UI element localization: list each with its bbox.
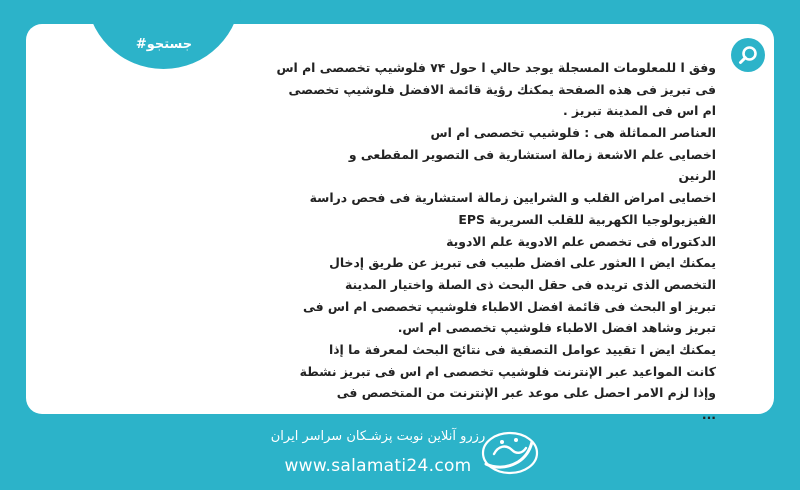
search-icon	[737, 44, 759, 66]
text-line: تبریز وشاهد افضل الاطباء فلوشيپ تخصصی ام اس.	[397, 320, 716, 336]
text-line: يمكنك ايض ا تقييد عوامل التصفية فی نتائج البحث لمعرفة ما إذا	[328, 341, 716, 357]
footer-url-link[interactable]: www.salamati24.com	[284, 456, 472, 476]
text-line: العناصر المماثلة هی : فلوشيپ تخصصی ام اس	[430, 125, 716, 141]
text-line: الفيزيولوجيا الكهربية للقلب السريرية EPS	[458, 211, 716, 227]
text-line: التخصص الذی تريده فی حقل البحث ذی الصلة واختيار المدينة	[344, 276, 716, 292]
text-line: الرنين	[678, 168, 716, 184]
text-line: تبریز او البحث فی قائمة افضل الاطباء فلوشيپ تخصصی ام اس فی	[302, 298, 716, 314]
content-card	[26, 24, 774, 422]
text-line: يمكنك ايض ا العثور علی افضل طبيب فی تبریز عن طريق إدخال	[329, 255, 716, 271]
text-line: فی تبریز فی هذه الصفحة يمكنك رؤية قائمة الافضل فلوشيپ تخصصی	[288, 81, 716, 97]
text-line: اخصایی امراض القلب و الشرايين زمالة استشارية فی فحص دراسة	[309, 190, 716, 206]
search-button[interactable]	[731, 38, 765, 72]
description-text	[276, 57, 716, 422]
text-line: اخصایی علم الاشعة زمالة استشارية فی التصوير المقطعی و	[348, 146, 716, 162]
text-line: ام اس فی المدينة تبریز .	[563, 103, 716, 119]
text-line: ...	[701, 407, 716, 422]
tag-bubble	[86, 0, 241, 69]
footer-tagline: رزرو آنلاین نوبت پزشـکان سراسر ایران	[270, 429, 486, 444]
text-line: الدكتوراه فی تخصص علم الادوية علم الادوية	[446, 233, 716, 249]
text-line: وفق ا للمعلومات المسجلة يوجد حالي ا حول ۷۴ فلوشيپ تخصصی ام اس	[276, 60, 716, 75]
text-line: كانت المواعيد عبر الإنترنت فلوشيپ تخصصی ام اس فی تبریز نشطة	[299, 363, 716, 379]
tag-label[interactable]: #جستجو	[135, 37, 193, 52]
text-line: وإذا لزم الامر احصل علی موعد عبر الإنترنت من المتخصص فی	[336, 385, 716, 401]
